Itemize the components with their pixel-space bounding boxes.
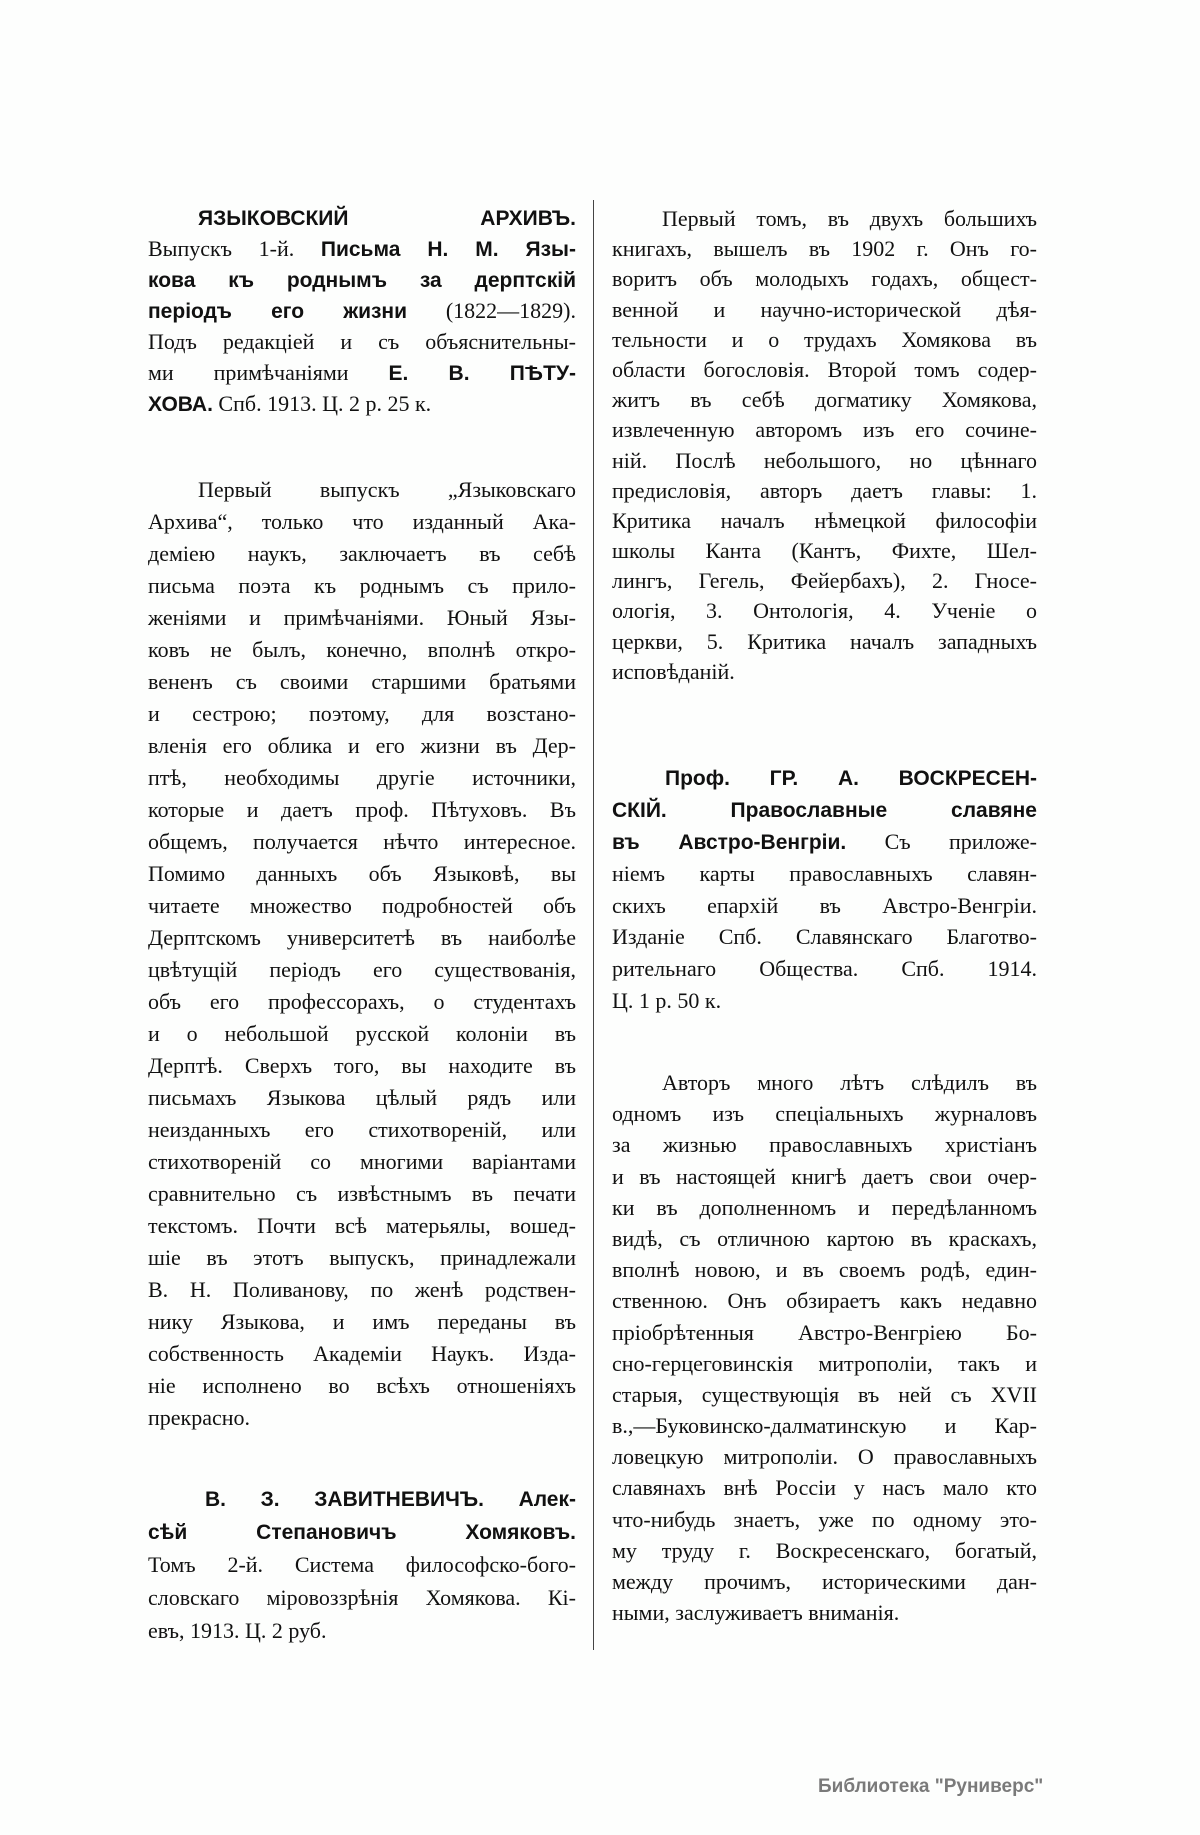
text-line [148,826,576,858]
text-line [612,921,1037,953]
text-line [148,538,576,570]
text-line [612,1285,1037,1316]
body-text: и въ настоящей книгѣ даетъ свои очер- [612,1163,1037,1189]
body-text: Подъ редакціей и съ объяснительны- [148,329,576,354]
text-line [612,1410,1037,1441]
text-line [148,1370,576,1402]
body-text: ми примѣчаніями [148,360,389,385]
text-line [148,295,576,326]
text-line [148,1114,576,1146]
text-line [612,295,1037,325]
text-line [612,627,1037,657]
text-line [148,233,576,264]
text-line [612,826,1037,858]
text-line [612,506,1037,536]
text-line [148,1515,576,1548]
body-text: Съ приложе- [846,828,1037,854]
body-text: тельности и о трудахъ Хомякова въ [612,326,1037,352]
body-text: ній. Послѣ небольшого, но цѣннаго [612,447,1037,473]
text-line [612,234,1037,264]
text-line [612,762,1037,794]
body-text: Томъ 2-й. Система философско-бого- [148,1552,576,1577]
text-line [612,1441,1037,1472]
text-line [148,1050,576,1082]
body-text: Дерптѣ. Сверхъ того, вы находите въ [148,1053,576,1078]
text-line [148,1482,576,1515]
text-line [612,264,1037,294]
entry-zavitnevich-review [612,204,1037,687]
text-line [612,1504,1037,1535]
body-text: рительнаго Общества. Спб. 1914. [612,956,1037,982]
body-text: старыя, существующія въ ней съ XVII [612,1381,1037,1407]
body-text: Первый томъ, въ двухъ большихъ [662,206,1037,231]
body-text: ологія, 3. Онтологія, 4. Ученіе о [612,598,1037,624]
text-line [612,596,1037,626]
body-text: между прочимъ, историческими дан- [612,1569,1037,1594]
text-line [148,1274,576,1306]
text-line [612,985,1037,1017]
body-text: что-нибудь знаетъ, уже по одному это- [612,1506,1037,1532]
body-text: и сестрою; поэтому, для возстано- [148,701,576,726]
text-line [612,953,1037,985]
text-line [148,986,576,1018]
entry-zavitnevich-heading [148,1482,576,1647]
body-text: ловецкую митрополіи. О православныхъ [612,1444,1037,1470]
body-text: предисловія, авторъ даетъ главы: 1. [612,477,1037,503]
text-line [148,922,576,954]
bold-text: кова къ роднымъ за дерптскій [148,269,576,292]
text-line [148,326,576,357]
text-line [148,1082,576,1114]
text-line [148,1402,576,1434]
text-line [612,325,1037,355]
body-text: пріобрѣтенныя Австро-Венгріею Бо- [612,1319,1037,1345]
text-line [148,1146,576,1178]
text-line [612,566,1037,596]
body-text: извлеченную авторомъ изъ его сочине- [612,417,1037,443]
body-text: Первый выпускъ „Языковскаго [198,477,576,502]
body-text: объ его профессорахъ, о студентахъ [148,989,576,1014]
text-line [148,1548,576,1581]
body-text: Помимо данныхъ объ Языковѣ, вы [148,861,576,886]
body-text: сно-герцеговинскія митрополіи, такъ и [612,1350,1037,1376]
body-text: и о небольшой русской колоніи въ [148,1021,576,1046]
entry-yazykov-archive-heading [148,202,576,419]
bold-text: сѣй Степановичъ Хомяковъ. [148,1521,576,1544]
text-line [612,1254,1037,1285]
bold-text: Письма Н. М. Язы- [320,238,576,261]
body-text: книгахъ, вышелъ въ 1902 г. Онъ го- [612,236,1037,262]
body-text: которые и даетъ проф. Пѣтуховъ. Въ [148,797,576,822]
body-text: стихотвореній со многими варіантами [148,1149,576,1174]
text-line [612,1566,1037,1597]
body-text: Критика началъ нѣмецкой философіи [612,507,1037,533]
text-line [148,762,576,794]
entry-voskresensky-review [612,1067,1037,1628]
body-text: деміею наукъ, заключаетъ въ себѣ [148,541,576,566]
body-text: вененъ съ своими старшими братьями [148,669,576,694]
text-line [612,1348,1037,1379]
body-text: ковъ не былъ, конечно, вполнѣ откро- [148,637,576,662]
text-line [148,1242,576,1274]
text-line [612,1472,1037,1503]
body-text: школы Канта (Кантъ, Фихте, Шел- [612,538,1037,564]
text-line [612,1535,1037,1566]
text-line [612,1161,1037,1192]
body-text: Ц. 1 р. 50 к. [612,988,722,1014]
text-line [148,858,576,890]
text-line [148,474,576,506]
body-text: ніе исполнено во всѣхъ отношеніяхъ [148,1373,576,1398]
entry-voskresensky-heading [612,762,1037,1017]
text-line [148,1306,576,1338]
body-text: цвѣтущій періодъ его существованія, [148,957,576,982]
body-text: славянахъ внѣ Россіи у насъ мало кто [612,1475,1037,1501]
text-line [148,954,576,986]
body-text: в.,—Буковинско-далматинскую и Кар- [612,1413,1037,1439]
bold-text: ХОВА. [148,393,213,416]
text-line [612,415,1037,445]
body-text: видѣ, съ отличною картою въ краскахъ, [612,1225,1037,1251]
body-text: словскаго міровоззрѣнія Хомякова. Кі- [148,1585,576,1610]
text-line [612,446,1037,476]
body-text: (1822—1829). [407,298,576,323]
text-line [612,476,1037,506]
column-divider [593,200,594,1650]
body-text: Изданіе Спб. Славянскаго Благотво- [612,924,1037,950]
body-text: вленія его облика и его жизни въ Дер- [148,733,576,758]
body-text: вполнѣ новою, и въ своемъ родѣ, един- [612,1257,1037,1283]
body-text: сравнительно съ извѣстнымъ въ печати [148,1181,576,1206]
body-text: текстомъ. Почти всѣ матерьялы, вошед- [148,1213,576,1238]
text-line [148,730,576,762]
body-text: му труду г. Воскресенскаго, богатый, [612,1537,1037,1563]
body-text: Дерптскомъ университетѣ въ наиболѣе [148,925,576,950]
body-text: читаете множество подробностей объ [148,893,576,918]
text-line [148,890,576,922]
text-line [612,657,1037,687]
text-line [612,890,1037,922]
body-text: ственною. Онъ обзираетъ какъ недавно [612,1288,1037,1314]
body-text: житъ въ себѣ догматику Хомякова, [612,387,1037,413]
body-text: Авторъ много лѣтъ слѣдилъ въ [662,1070,1037,1095]
text-line [148,1178,576,1210]
body-text: Выпускъ 1-й. [148,236,321,261]
text-line [612,536,1037,566]
body-text: В. Н. Поливанову, по женѣ родствен- [148,1277,576,1302]
text-line [148,698,576,730]
body-text: венной и научно-исторической дѣя- [612,296,1037,322]
text-line [612,1129,1037,1160]
body-text: собственность Академіи Наукъ. Изда- [148,1341,576,1366]
text-line [148,357,576,388]
body-text: одномъ изъ спеціальныхъ журналовъ [612,1101,1037,1127]
text-line [612,794,1037,826]
body-text: евъ, 1913. Ц. 2 руб. [148,1618,327,1643]
body-text: общемъ, получается нѣчто интересное. [148,829,576,854]
text-line [612,1192,1037,1223]
body-text: церкви, 5. Критика началъ западныхъ [612,628,1037,654]
body-text: исповѣданій. [612,658,735,684]
bold-text: В. З. ЗАВИТНЕВИЧЪ. Алек- [205,1488,576,1511]
body-text: нику Языкова, и имъ переданы въ [148,1309,576,1334]
bold-text: въ Австро-Венгріи. [612,830,847,854]
body-text: скихъ епархій въ Австро-Венгріи. [612,892,1037,918]
text-line [148,794,576,826]
body-text: ніемъ карты православныхъ славян- [612,860,1037,886]
text-line [148,388,576,419]
bold-text: Проф. ГР. А. ВОСКРЕСЕН- [665,767,1037,790]
text-line [612,1067,1037,1098]
body-text: неизданныхъ его стихотвореній, или [148,1117,576,1142]
body-text: письма поэта къ роднымъ съ прило- [148,573,576,598]
text-line [612,1379,1037,1410]
bold-text: Е. В. ПѢТУ- [388,362,576,385]
body-text: женіями и примѣчаніями. Юный Язы- [148,605,576,630]
text-line [148,506,576,538]
body-text: лингъ, Гегель, Фейербахъ), 2. Гносе- [612,568,1037,594]
body-text: воритъ объ молодыхъ годахъ, общест- [612,266,1037,292]
body-text: области богословія. Второй томъ содер- [612,356,1037,382]
text-line [612,1223,1037,1254]
text-line [612,355,1037,385]
text-line [148,1614,576,1647]
text-line [612,385,1037,415]
body-text: за жизнью православныхъ христіанъ [612,1132,1037,1158]
body-text: шіе въ этотъ выпускъ, принадлежали [148,1245,576,1270]
text-line [148,570,576,602]
text-line [148,264,576,295]
text-line [148,202,576,233]
bold-text: ЯЗЫКОВСКИЙ АРХИВЪ. [198,207,576,230]
body-text: птѣ, необходимы другіе источники, [148,765,576,790]
text-line [612,858,1037,890]
body-text: ными, заслуживаетъ вниманія. [612,1600,900,1626]
text-line [148,1210,576,1242]
body-text: письмахъ Языкова цѣлый рядъ или [148,1085,576,1110]
text-line [612,1317,1037,1348]
library-watermark: Библиотека "Руниверс" [818,1776,1044,1797]
text-line [612,204,1037,234]
bold-text: періодъ его жизни [148,300,408,323]
text-line [612,1098,1037,1129]
text-line [148,1338,576,1370]
body-text: прекрасно. [148,1405,251,1430]
entry-yazykov-archive-review [148,474,576,1434]
body-text: Спб. 1913. Ц. 2 р. 25 к. [212,391,432,416]
text-line [148,1581,576,1614]
body-text: Архива“, только что изданный Ака- [148,509,576,534]
text-line [148,1018,576,1050]
text-line [148,634,576,666]
text-line [612,1597,1037,1628]
body-text: ки въ дополненномъ и передѣланномъ [612,1194,1037,1220]
bold-text: СКІЙ. Православные славяне [612,798,1037,822]
text-line [148,666,576,698]
text-line [148,602,576,634]
